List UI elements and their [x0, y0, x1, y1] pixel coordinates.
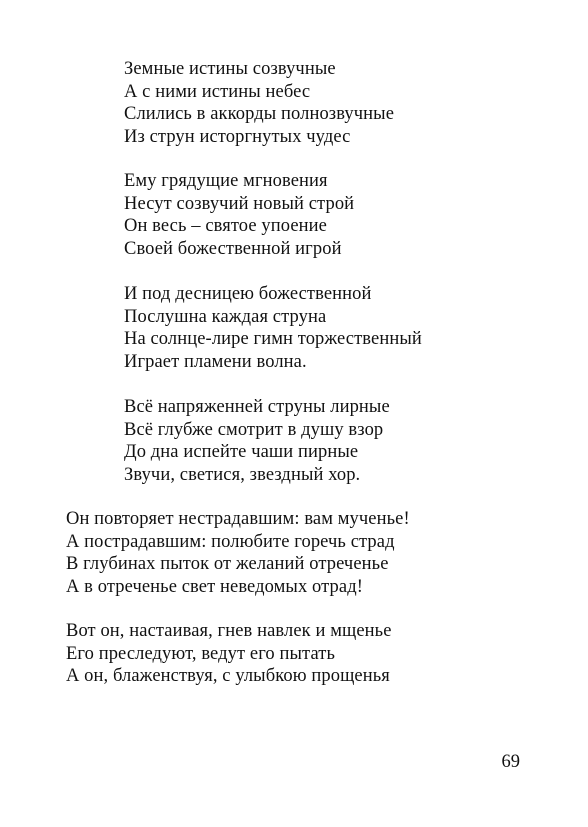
verse-line: А он, блаженствуя, с улыбкою прощенья: [66, 666, 390, 686]
verse-line: Всё глубже смотрит в душу взор: [124, 419, 384, 440]
verse-line: Он весь – святое упоение: [124, 216, 327, 236]
stanza-6: [66, 620, 392, 688]
verse-line: Ему грядущие мгновения: [124, 171, 328, 191]
verse-line: Своей божественной игрой: [124, 238, 342, 259]
verse-line: Звучи, светися, звездный хор.: [124, 464, 361, 485]
verse-line: Из струн исторгнутых чудес: [124, 126, 351, 147]
page-number: 69: [501, 752, 520, 772]
verse-line: В глубинах пыток от желаний отреченье: [66, 554, 389, 574]
verse-line: Всё напряженней струны лирные: [124, 397, 390, 417]
verse-line: А пострадавшим: полюбите горечь страд: [66, 531, 395, 552]
stanza-5: [66, 508, 410, 598]
verse-line: Вот он, настаивая, гнев навлек и мщенье: [66, 621, 392, 641]
verse-line: Слились в аккорды полнозвучные: [124, 104, 395, 124]
verse-line: Несут созвучий новый строй: [124, 193, 355, 214]
verse-line: А в отреченье свет неведомых отрад!: [66, 576, 363, 597]
verse-line: Послушна каждая струна: [124, 306, 327, 327]
verse-line: На солнце-лире гимн торжественный: [124, 329, 422, 349]
verse-line: А с ними истины небес: [124, 81, 311, 102]
verse-line: И под десницею божественной: [124, 284, 372, 304]
verse-line: Земные истины созвучные: [124, 59, 336, 79]
stanza-4: [124, 396, 390, 486]
stanza-3: [124, 283, 422, 373]
verse-line: Он повторяет нестрадавшим: вам мученье!: [66, 509, 410, 529]
stanza-1: [124, 58, 394, 148]
verse-line: Играет пламени волна.: [124, 351, 307, 372]
verse-line: Его преследуют, ведут его пытать: [66, 643, 335, 664]
verse-line: До дна испейте чаши пирные: [124, 442, 359, 462]
stanza-2: [124, 170, 354, 260]
